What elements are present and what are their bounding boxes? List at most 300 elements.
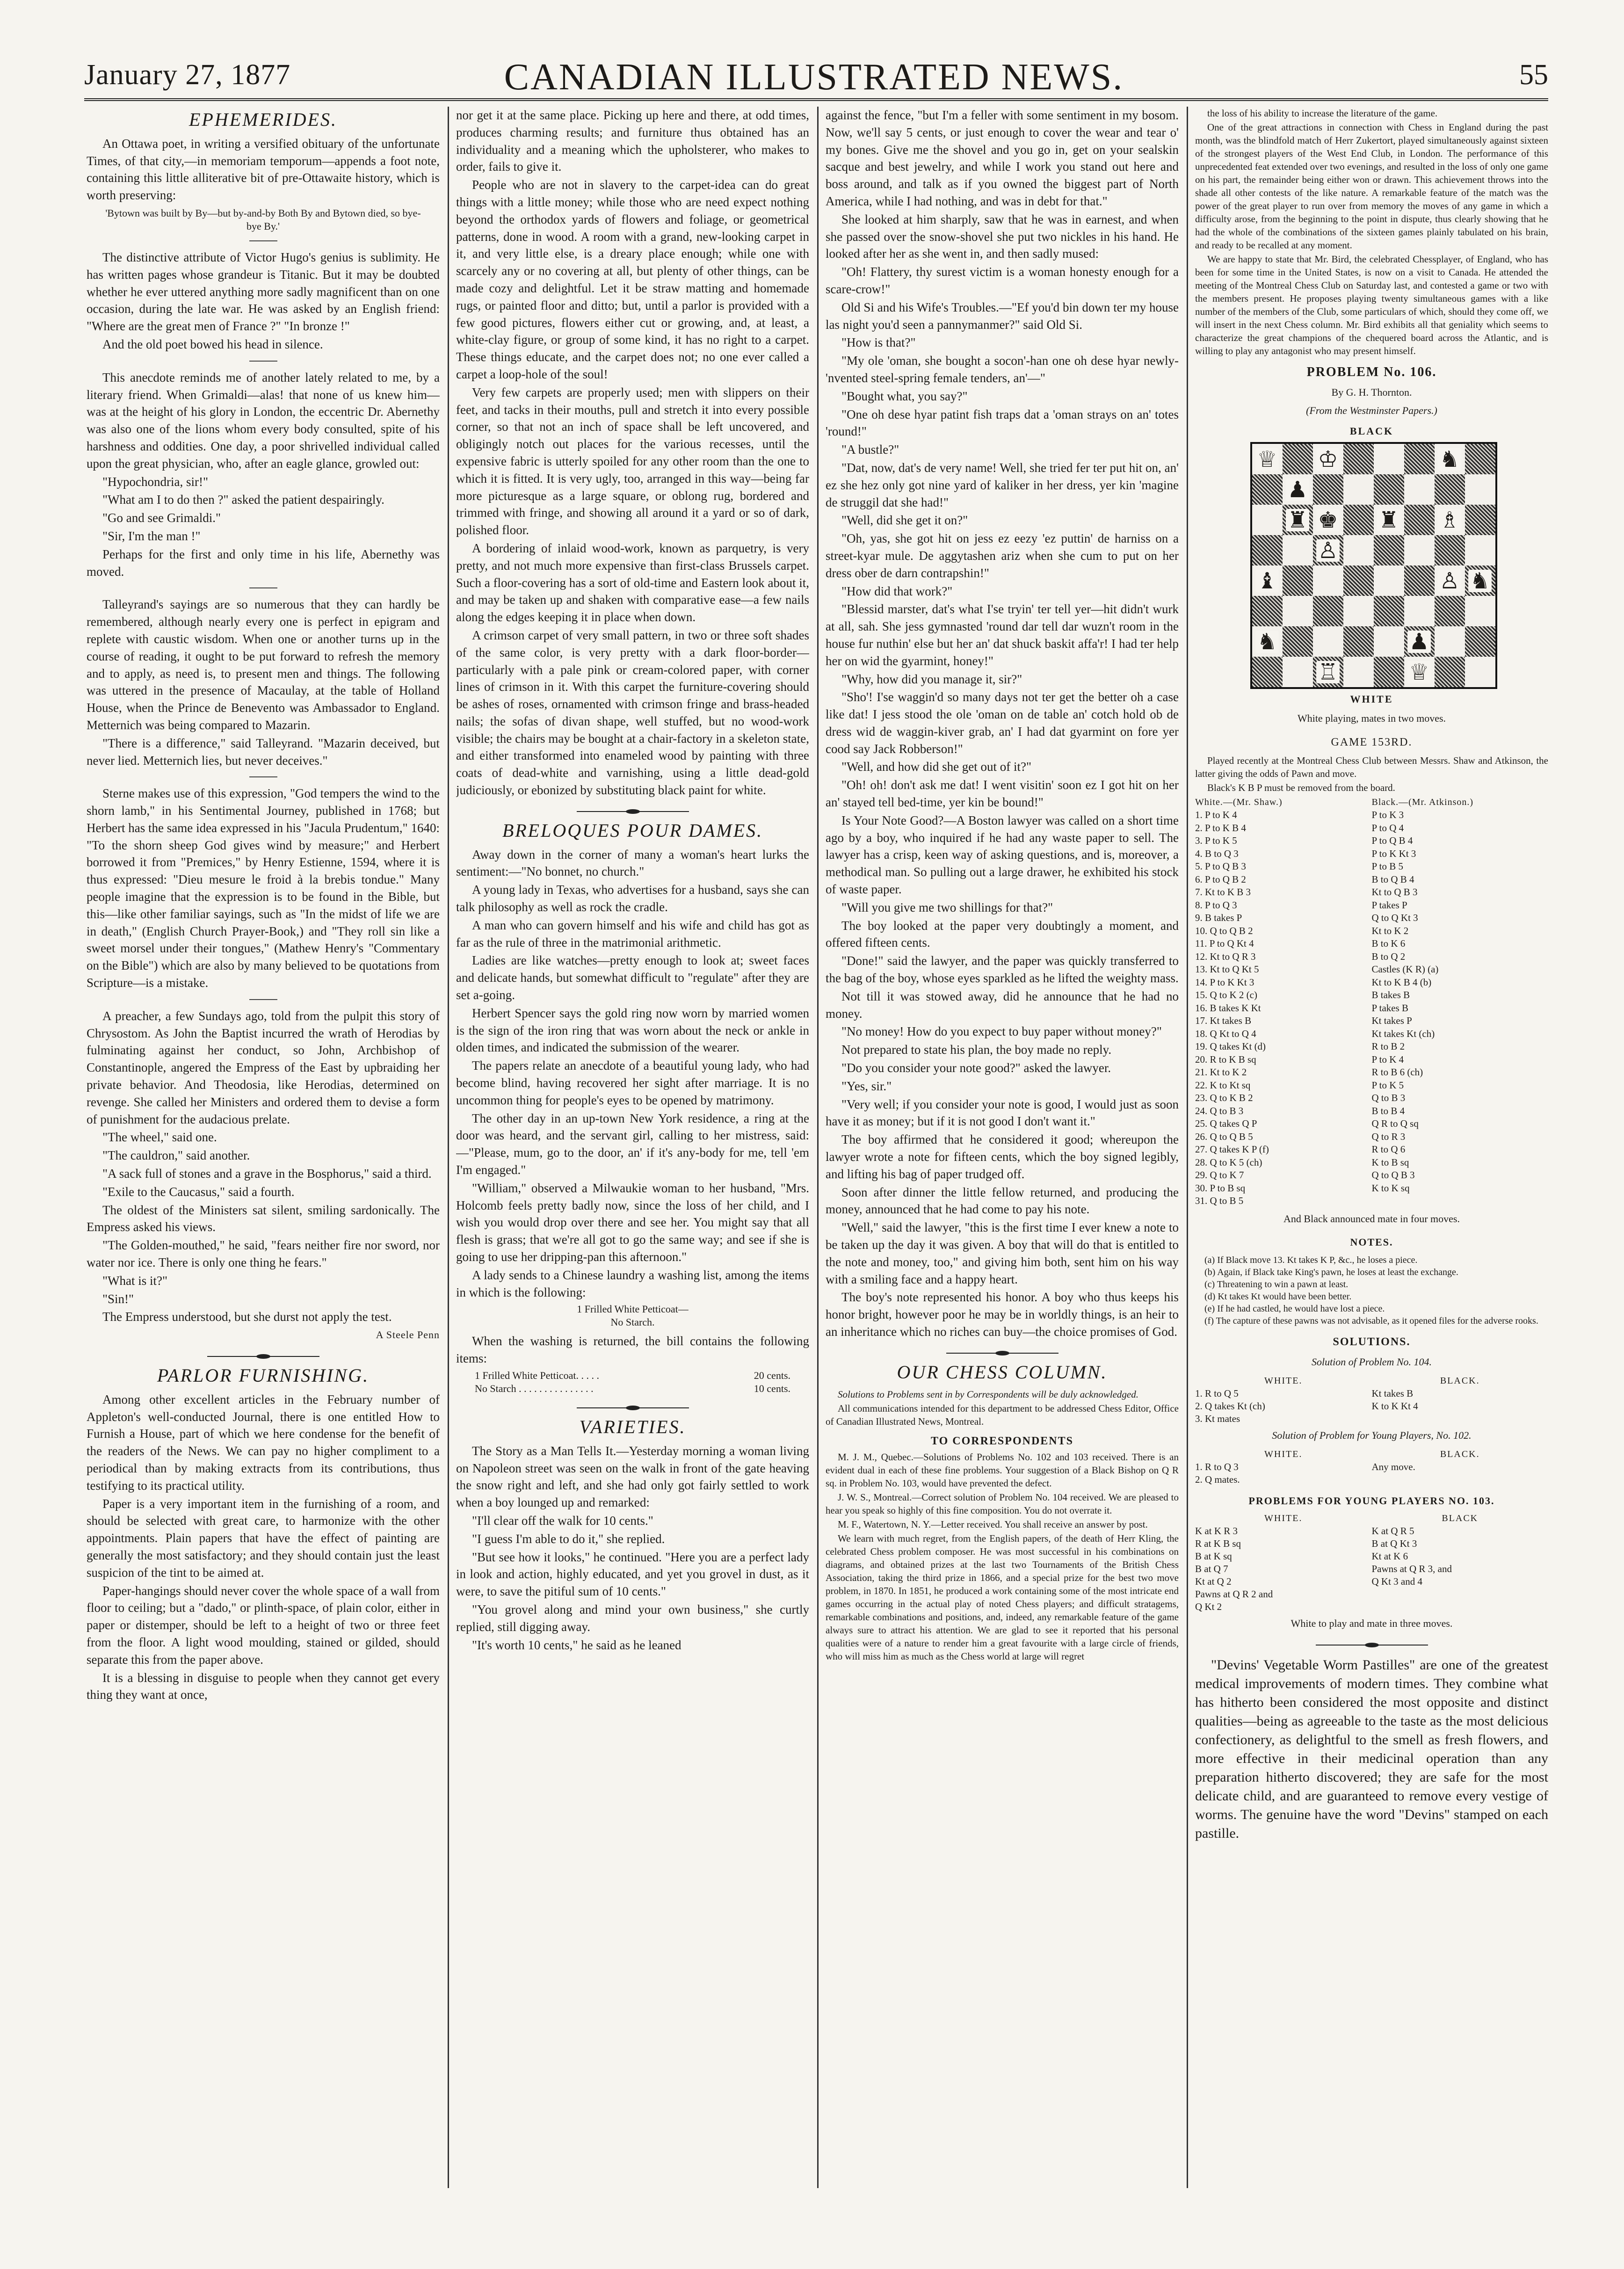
white-header: WHITE.: [1264, 1449, 1303, 1459]
board-square: [1404, 474, 1435, 505]
white-header: WHITE.: [1264, 1513, 1303, 1524]
paragraph: the loss of his ability to increase the literature of the game.: [1207, 108, 1438, 119]
paragraph: "You grovel along and mind your own business," she curtly replied, still digging away.: [456, 1602, 809, 1634]
move-black: Kt takes P: [1371, 1015, 1412, 1027]
move-black: P to Q B 4: [1371, 835, 1413, 847]
paragraph: People who are not in slavery to the carpet-idea can do great things with a little money; while those who are need expect nothing beyond the orthodox yards of flowers and foliage, or geometrical patterns, done in wood. A room with a grand, new-looking carpet in it, and very little else, is a dreary place enough; while one with scarcely any or no covering at all, but plenty of other things, can be made cozy and delightful. Let it be straw matting and homemade rugs, or painted floor and ditto; but, until a parlor is provided with a few good pictures, flowers either cut or growing, and, at least, a white-clay figure, or group of some kind, it has no right to a carpet. These things educate, and the carpet does not; no one ever called a carpet a loop-hole of the soul!: [456, 178, 809, 381]
move-black: P to K Kt 3: [1371, 848, 1416, 859]
paragraph: "Oh! oh! don't ask me dat! I went visitin' soon ez I got hit on her an' stayed tell bed-time, yer kin be bound!": [826, 778, 1179, 810]
move-white: 12. Kt to Q R 3: [1195, 950, 1256, 962]
paragraph: "Will you give me two shillings for that?": [841, 900, 1053, 914]
paragraph: "Why, how did you manage it, sir?": [841, 672, 1022, 686]
paragraph: "Blessid marster, dat's what I'se tryin' ter tell yer—hit didn't wurk at all, sah. She jess gymnasted 'round dar tell dar wuzn't room in the house fur nuthin' else but her an' dat shuck baskit affa'r! I had ter help her on wid the gyarmint, honey!": [826, 602, 1179, 668]
masthead: [80, 54, 1548, 96]
solution-102: [1195, 1448, 1548, 1486]
board-square: [1435, 626, 1465, 657]
move-black: Kt to K B 4 (b): [1371, 976, 1432, 988]
board-square: [1465, 626, 1495, 657]
solution-move-black: Kt takes B: [1371, 1387, 1414, 1399]
solutions-title: SOLUTIONS.: [1333, 1336, 1411, 1348]
move-white: 16. B takes K Kt: [1195, 1002, 1261, 1014]
paragraph: Sterne makes use of this expression, "God tempers the wind to the shorn lamb," in his Sentimental Journey, published in 1768; but Herbert has the same idea expressed in his "Jacula Prudentum," 1640: "To the shorn sheep God gives wind by measure;" and Herbert borrowed it from "Premices," by Henry Estienne, 1594, where it is thus expressed: "Dieu mesure le froid à la brebis tondue." Many people imagine that the expression is to be found in the Bible, but this—like other familiar sayings, such as "In the midst of life we are in death," (English Church Prayer-Book,) and "They roll sin like a sweet morsel under their tongues," (Mathew Henry's "Commentary on the Bible") which are also by many believed to be quotations from Scripture—is a mistake.: [87, 786, 440, 990]
move-white: 1. P to K 4: [1195, 809, 1237, 821]
move-black: Q to B 3: [1371, 1092, 1406, 1104]
game-intro-block: [1195, 754, 1548, 794]
divider: [249, 999, 277, 1000]
bill-amount: 10 cents.: [754, 1382, 790, 1394]
board-square: [1252, 474, 1283, 505]
board-square: [1252, 535, 1283, 565]
move-black: P takes B: [1371, 1002, 1409, 1014]
game-title: GAME 153RD.: [1331, 736, 1413, 748]
board-square: [1313, 444, 1343, 474]
move-black: Q R to Q sq: [1371, 1118, 1419, 1130]
paragraph: "Hypochondria, sir!": [102, 474, 208, 489]
move-white: 15. Q to K 2 (c): [1195, 989, 1257, 1001]
move-white: 27. Q takes K P (f): [1195, 1144, 1269, 1155]
chess-piece-icon: ♟: [1407, 631, 1430, 653]
move-black: R to B 2: [1371, 1041, 1405, 1052]
board-square: [1435, 444, 1465, 474]
note: (f) The capture of these pawns was not advisable, as it opened files for the adverse rooks.: [1204, 1316, 1538, 1327]
paragraph: "A sack full of stones and a grave in the Bosphorus," said a third.: [102, 1167, 432, 1181]
laundry-bill: [475, 1369, 790, 1395]
position-black: K at Q R 5: [1371, 1525, 1414, 1537]
board-square: [1374, 657, 1404, 687]
advertisement: [1195, 1656, 1548, 1843]
divider: [249, 776, 277, 777]
bill-amount: 20 cents.: [754, 1369, 790, 1381]
chess-piece-icon: ♞: [1255, 631, 1278, 653]
black-header: BLACK.: [1440, 1449, 1480, 1459]
section-title-chess: OUR CHESS COLUMN.: [897, 1361, 1108, 1383]
paragraph: A young lady in Texas, who advertises for a husband, says she can talk philosophy as well as rock the cradle.: [456, 883, 809, 914]
board-square: [1465, 657, 1495, 687]
move-white: 29. Q to K 7: [1195, 1169, 1244, 1181]
bill-row: [475, 1369, 790, 1382]
move-black: P to K 3: [1371, 809, 1404, 821]
paragraph: "My ole 'oman, she bought a socon'-han one oh dese hyar newly-'nvented steel-spring female tenders, an'—": [826, 354, 1179, 385]
paragraph: The Empress understood, but she durst not apply the test.: [102, 1310, 392, 1324]
problem-title: PROBLEM No. 106.: [1306, 365, 1437, 379]
quotation: 'Bytown was built by By—but by-and-by Both By and Bytown died, so bye-bye By.': [105, 207, 421, 232]
washing-list: [475, 1303, 790, 1329]
move-white: 8. P to Q 3: [1195, 899, 1237, 911]
board-square: [1283, 474, 1313, 505]
byline: A Steele Penn: [376, 1329, 440, 1341]
board-square: [1283, 535, 1313, 565]
chess-piece-icon: ♚: [1316, 509, 1339, 531]
notes-title: NOTES.: [1350, 1236, 1393, 1248]
move-white: 10. Q to Q B 2: [1195, 925, 1253, 936]
move-black: Q to R 3: [1371, 1131, 1406, 1142]
paragraph: The boy affirmed that he considered it good; whereupon the lawyer wrote a note for fifteen cents, which the boy signed legibly, and lifting his bag of paper trudged off.: [826, 1132, 1179, 1181]
correspondents-title: TO CORRESPONDENTS: [931, 1435, 1073, 1447]
board-square: [1465, 565, 1495, 596]
move-white: 4. B to Q 3: [1195, 848, 1239, 859]
paragraph: A man who can govern himself and his wife and child has got as far as the rule of three in the matrimonial arithmetic.: [456, 918, 809, 950]
paragraph: Is Your Note Good?—A Boston lawyer was called on a short time ago by a boy, who inquired if he had any waste paper to sell. The lawyer has a crisp, keen way of asking questions, and is, moreover, a methodical man. So pulling out a large drawer, he exhibited his stock of waste paper.: [826, 813, 1179, 897]
solution-104-title: Solution of Problem No. 104.: [1311, 1356, 1432, 1368]
move-black: Kt takes Kt (ch): [1371, 1028, 1435, 1039]
paragraph: Paper-hangings should never cover the whole space of a wall from floor to ceiling; but a "dado," or plinth-space, of plain color, either in paper or distemper, should be left to a height of two or three feet from the floor. A light wood moulding, stained or gilded, should separate this from the paper above.: [87, 1583, 440, 1667]
board-square: [1374, 565, 1404, 596]
issue-date: January 27, 1877: [84, 59, 291, 91]
paragraph: Black's K B P must be removed from the board.: [1207, 782, 1395, 793]
paragraph: "How is that?": [841, 335, 916, 350]
move-white: 22. K to Kt sq: [1195, 1079, 1251, 1091]
black-header: BLACK.: [1440, 1375, 1480, 1386]
move-white: 30. P to B sq: [1195, 1182, 1246, 1194]
board-square: [1435, 657, 1465, 687]
paragraph: "Well, and how did she get out of it?": [841, 760, 1032, 774]
column-divider: [817, 107, 819, 2188]
board-square: [1252, 565, 1283, 596]
move-black: R to Q 6: [1371, 1144, 1406, 1155]
board-square: [1343, 626, 1374, 657]
young-players-problem: [1195, 1512, 1548, 1613]
paragraph: An Ottawa poet, in writing a versified obituary of the unfortunate Times, of that city,—in memoriam temporum—appends a foot note, containing this little alliterative bit of pre-Ottawaite history, which is worth preserving:: [87, 136, 440, 203]
paragraph: "The Golden-mouthed," he said, "fears neither fire nor sword, nor water nor ice. There is only one thing he fears.": [87, 1238, 440, 1270]
ornament-divider: [577, 1406, 689, 1410]
paragraph: "But see how it looks," he continued. "Here you are a perfect lady in look and action, highly educated, and yet you grovel in dust, as it were, to save the pitiful sum of 10 cents.": [456, 1550, 809, 1599]
paragraph: M. J. M., Quebec.—Solutions of Problems No. 102 and 103 received. There is an evident dual in each of these fine problems. Your suggestion of a Black Bishop on Q R sq. in Problem No. 103, would have prevented the defect.: [826, 1451, 1179, 1489]
move-black: P takes P: [1371, 899, 1407, 911]
move-white: 21. Kt to K 2: [1195, 1066, 1247, 1078]
paragraph: The papers relate an anecdote of a beautiful young lady, who had become blind, having recovered her sight after marriage. It is no uncommon thing for people's eyes to be opened by matrimony.: [456, 1058, 809, 1107]
move-white: 26. Q to Q B 5: [1195, 1131, 1253, 1142]
chess-board: [1250, 442, 1497, 689]
chess-diagram: [1250, 423, 1494, 708]
solution-move-white: 2. Q takes Kt (ch): [1195, 1400, 1265, 1412]
problem-caption: White playing, mates in two moves.: [1297, 712, 1446, 724]
paragraph: The distinctive attribute of Victor Hugo's genius is sublimity. He has written pages whose grandeur is Titanic. But it may be doubted whether he ever uttered anything more sadly magnificent than on one occasion, during the late war. He was asked by an English friend: "Where are the great men of France ?" "In bronze !": [87, 250, 440, 333]
move-black: B to B 4: [1371, 1105, 1405, 1116]
board-square: [1404, 444, 1435, 474]
paragraph: "A bustle?": [841, 442, 899, 457]
board-square: [1283, 596, 1313, 626]
chess-piece-icon: ♕: [1255, 448, 1278, 471]
paragraph: A bordering of inlaid wood-work, known as parquetry, is very pretty, and not much more expensive than first-class Brussels carpet. Such a floor-covering has a sort of old-time and Eastern look about it, and may be taken up and shaken with comparative ease—a few nails along the edges keeping it in place when down.: [456, 541, 809, 624]
board-square: [1313, 596, 1343, 626]
chess-column-notices: [826, 1388, 1179, 1663]
board-square: [1343, 444, 1374, 474]
paragraph: The other day in an up-town New York residence, a ring at the door was heard, and the servant girl, calling to her mistress, said:—"Please, mum, go to the door, an' if it's any-body for me, tell 'em I'm engaged.": [456, 1111, 809, 1177]
board-square: [1435, 505, 1465, 535]
solution-move-black: [1372, 1473, 1549, 1486]
board-square: [1435, 565, 1465, 596]
solution-102-title: Solution of Problem for Young Players, No. 102.: [1272, 1429, 1472, 1441]
move-black: Kt to K 2: [1371, 925, 1409, 936]
paragraph: "William," observed a Milwaukie woman to her husband, "Mrs. Holcomb feels pretty badly now, since the loss of her child, and I wish you would drop over there and see her. You might say that all flesh is grass; that we're all got to go the same way; and see if she is going to use her dripping-pan this afternoon.": [456, 1181, 809, 1264]
newspaper-title: CANADIAN ILLUSTRATED NEWS.: [504, 57, 1124, 98]
paragraph: "Done!" said the lawyer, and the paper was quickly transferred to the bag of the boy, whose eyes sparkled as he lifted the weighty mass.: [826, 954, 1179, 986]
board-square: [1404, 596, 1435, 626]
move-white: 28. Q to K 5 (ch): [1195, 1156, 1262, 1168]
board-square: [1283, 626, 1313, 657]
board-square: [1374, 505, 1404, 535]
black-header: BLACK: [1442, 1513, 1479, 1524]
solution-move-black: [1372, 1413, 1549, 1425]
move-white: 6. P to Q B 2: [1195, 873, 1246, 885]
move-black: P to K 5: [1371, 1079, 1404, 1091]
board-square: [1374, 474, 1404, 505]
chess-piece-icon: ♕: [1407, 661, 1430, 683]
note: (e) If he had castled, he would have lost a piece.: [1204, 1304, 1385, 1314]
board-square: [1435, 596, 1465, 626]
column-divider: [1187, 107, 1188, 2188]
position-black: [1372, 1588, 1549, 1601]
problem-source: (From the Westminster Papers.): [1306, 404, 1437, 416]
ornament-divider: [1316, 1643, 1428, 1647]
move-black: B to Q 2: [1371, 950, 1406, 962]
paragraph: Not till it was stowed away, did he announce that he had no money.: [826, 989, 1179, 1021]
young-players-title: PROBLEMS FOR YOUNG PLAYERS NO. 103.: [1248, 1494, 1495, 1507]
paragraph: nor get it at the same place. Picking up here and there, at odd times, produces charming results; and furniture thus obtained has an individuality and a meaning which the upholsterer, who makes to order, fails to give it.: [456, 108, 809, 174]
board-square: [1313, 474, 1343, 505]
paragraph: "Yes, sir.": [841, 1079, 892, 1093]
chess-news: [1195, 107, 1548, 357]
game-moves: [1195, 796, 1548, 1208]
board-square: [1313, 535, 1343, 565]
white-header: White.—(Mr. Shaw.): [1195, 797, 1283, 807]
move-white: 31. Q to B 5: [1195, 1195, 1244, 1207]
board-square: [1374, 444, 1404, 474]
chess-piece-icon: ♞: [1468, 570, 1491, 592]
paragraph: "Well, did she get it on?": [841, 513, 968, 528]
board-square: [1313, 505, 1343, 535]
paragraph: "What am I to do then ?" asked the patient despairingly.: [102, 493, 384, 507]
paragraph: Soon after dinner the little fellow returned, and producing the money, announced that he had come to pay his note.: [826, 1185, 1179, 1217]
board-square: [1404, 565, 1435, 596]
paragraph: "No money! How do you expect to buy paper without money?": [841, 1024, 1162, 1039]
paragraph: The oldest of the Ministers sat silent, smiling sardonically. The Empress asked his views.: [87, 1203, 440, 1234]
move-white: 20. R to K B sq: [1195, 1053, 1256, 1065]
paragraph: "It's worth 10 cents," he said as he leaned: [472, 1638, 682, 1652]
solution-move-white: 3. Kt mates: [1195, 1413, 1240, 1424]
note: (b) Again, if Black take King's pawn, he loses at least the exchange.: [1204, 1267, 1458, 1278]
board-square: [1343, 657, 1374, 687]
board-square: [1435, 535, 1465, 565]
board-square: [1283, 505, 1313, 535]
paragraph: Perhaps for the first and only time in his life, Abernethy was moved.: [87, 547, 440, 579]
paragraph: Herbert Spencer says the gold ring now worn by married women is the sign of the iron ring that was worn about the neck or ankle in olden times, and indicated the submission of the wearer.: [456, 1006, 809, 1055]
move-white: 2. P to K B 4: [1195, 822, 1246, 834]
section-title-ephemerides: EPHEMERIDES.: [188, 109, 337, 130]
move-black: K to K sq: [1371, 1182, 1410, 1194]
board-square: [1404, 657, 1435, 687]
paragraph: "Well," said the lawyer, "this is the first time I ever knew a note to be taken up the day it was given. A boy that will do that is entitled to the note and money, too," and giving him both, sent him on his way with a smiling face and a happy heart.: [826, 1220, 1179, 1286]
paragraph: We learn with much regret, from the English papers, of the death of Herr Kling, the celebrated Chess problem composer. He was most successful in his combinations on diagrams, and obtained prizes at the last two Tournaments of the British Chess Association, taking the third prize in 1866, and a special prize for the best two move problem, in 1870. In 1851, he produced a work containing some of the most intricate end games occurring in the actual play of noted Chess players; and difficult stratagems, remarkable combinations and positions, and, indeed, any remarkable feature of the game always sure to attract his attention. We are glad to see it reported that his personal qualities were of a nature to render him a great favourite with a large circle of friends, who will miss him as much as the Chess world at large will regret: [826, 1532, 1179, 1662]
move-white: 17. Kt takes B: [1195, 1015, 1252, 1027]
chess-piece-icon: ♖: [1316, 661, 1339, 683]
move-black: Q to Q Kt 3: [1371, 912, 1418, 924]
move-black: K to B sq: [1371, 1156, 1409, 1168]
position-black: B at Q Kt 3: [1371, 1538, 1417, 1550]
divider: [249, 240, 277, 241]
board-square: [1283, 444, 1313, 474]
chess-piece-icon: ♞: [1438, 448, 1461, 471]
board-square: [1404, 626, 1435, 657]
solution-move-black: Any move.: [1371, 1461, 1415, 1472]
bill-item: No Starch . . . . . . . . . . . . . . .: [475, 1382, 594, 1394]
chess-piece-icon: ♜: [1286, 509, 1309, 531]
move-black: B to Q B 4: [1371, 873, 1414, 885]
game-notes: [1195, 1254, 1548, 1327]
position-black: Pawns at Q R 3, and: [1371, 1563, 1452, 1575]
board-square: [1313, 657, 1343, 687]
paragraph: "Sho'! I'se waggin'd so many days not ter get the better oh a case like dat! I jess stood the ole 'oman on de table an' cotch hold ob de dress wid de waggin-kiver grab, an' I had dat gyarmint on fore yer cood say Jack Robberson!": [826, 690, 1179, 756]
chess-piece-icon: ♙: [1316, 539, 1339, 562]
solution-move-white: 2. Q mates.: [1195, 1473, 1240, 1485]
move-white: 5. P to Q B 3: [1195, 861, 1246, 872]
paragraph: "What is it?": [102, 1273, 168, 1288]
paragraph: J. W. S., Montreal.—Correct solution of Problem No. 104 received. We are pleased to hear you speak so highly of this fine composition. You do not overrate it.: [826, 1491, 1179, 1516]
ornament-divider: [946, 1351, 1058, 1356]
divider: [249, 361, 277, 362]
paragraph: "The wheel," said one.: [102, 1130, 217, 1145]
move-black: P to K 4: [1371, 1053, 1404, 1065]
black-header: Black.—(Mr. Atkinson.): [1371, 797, 1474, 807]
paragraph: Away down in the corner of many a woman's heart lurks the sentiment:—"No bonnet, no church.": [456, 847, 809, 879]
board-square: [1343, 474, 1374, 505]
note: (d) Kt takes Kt would have been better.: [1204, 1291, 1352, 1302]
paragraph: We are happy to state that Mr. Bird, the celebrated Chessplayer, of England, who has been for some time in the United States, is now on a visit to Canada. He attended the meeting of the Montreal Chess Club on Saturday last, and contested a game or two with the members present. He proposes playing twenty simultaneous games with a like number of the members of the Club, some particulars of which, should they come off, we will insert in the next Chess column. Mr. Bird exhibits all that geniality which seems to characterize the great champions of the chequered board across the Atlantic, and is willing to play any antagonist who may present himself.: [1195, 254, 1548, 356]
page-number: 55: [1519, 59, 1548, 91]
column-2: [456, 107, 809, 2188]
move-black: B takes B: [1371, 989, 1410, 1001]
move-white: 18. Q Kt to Q 4: [1195, 1028, 1256, 1039]
position-white: Kt at Q 2: [1195, 1576, 1232, 1588]
move-black: B to K 6: [1371, 938, 1406, 950]
paragraph: "Exile to the Caucasus," said a fourth.: [102, 1184, 295, 1199]
board-square: [1404, 505, 1435, 535]
board-square: [1252, 444, 1283, 474]
paragraph: against the fence, "but I'm a feller with some sentiment in my bosom. Now, we'll say 5 cents, or just enough to cover the wear and tear o' my bones. Give me the shovel and you go in, get on your sealskin sacque and best jewelry, and while I work you stand out here and boss around, and talk as if you owned the biggest part of North America, while I had nothing, and was in debt for that.": [826, 108, 1179, 208]
board-square: [1404, 535, 1435, 565]
column-1: [87, 107, 440, 2188]
divider: [249, 587, 277, 588]
paragraph: "Sir, I'm the man !": [102, 529, 201, 543]
solution-move-white: 1. R to Q 3: [1195, 1461, 1239, 1472]
move-black: Kt to Q B 3: [1371, 886, 1418, 898]
paragraph: When the washing is returned, the bill contains the following items:: [456, 1334, 809, 1366]
paragraph: The Story as a Man Tells It.—Yesterday morning a woman living on Napoleon street was seen on the walk in front of the gate heaving the snow right and left, and she had only got fairly settled to work when a boy lounged up and remarked:: [456, 1443, 809, 1510]
young-caption: White to play and mate in three moves.: [1290, 1617, 1453, 1630]
paragraph: Very few carpets are properly used; men with slippers on their feet, and tacks in their mouths, pull and stretch it into every possible corner, so that not an inch of space shall be left uncovered, and obligingly notch out places for the various recesses, until the expensive fabric is utterly spoiled for any other room than the one to which it is fitted. It is very ugly, too, arranged in this way—being far more picturesque as a large square, or oblong rug, bordered and trimmed with fringe, and showing all around it a yard or so of dark, polished floor.: [456, 385, 809, 537]
paragraph: Talleyrand's sayings are so numerous that they can hardly be remembered, although nearly every one is perfect in epigram and replete with caustic wisdom. When one or another turns up in the course of reading, it ought to be put forward to refresh the memory and to apply, as need is, to present men and things. The following was uttered in the presence of Macaulay, at the table of Holland House, when the Prince de Benevento was Ambassador to England. Metternich was being compared to Mazarin.: [87, 597, 440, 732]
paragraph: "There is a difference," said Talleyrand. "Mazarin deceived, but never lied. Metternich lies, but never deceives.": [87, 736, 440, 768]
paragraph: "Very well; if you consider your note is good, I would just as soon have it as money; but if it is not good I don't want it.": [826, 1097, 1179, 1129]
paragraph: The boy looked at the paper very doubtingly a moment, and offered fifteen cents.: [826, 918, 1179, 950]
move-white: 3. P to K 5: [1195, 835, 1237, 847]
board-square: [1283, 657, 1313, 687]
move-black: R to B 6 (ch): [1371, 1066, 1423, 1078]
paragraph: "The cauldron," said another.: [102, 1148, 250, 1163]
paragraph: "One oh dese hyar patint fish traps dat a 'oman strays on an' totes 'round!": [826, 407, 1179, 439]
paragraph: "Sin!": [102, 1291, 134, 1306]
board-square: [1313, 626, 1343, 657]
board-square: [1374, 535, 1404, 565]
solution-move-white: 1. R to Q 5: [1195, 1387, 1239, 1399]
section-title-parlor: PARLOR FURNISHING.: [157, 1365, 370, 1386]
move-white: 7. Kt to K B 3: [1195, 886, 1251, 898]
paragraph: She looked at him sharply, saw that he was in earnest, and when she passed over the snow-shovel she put two nickles in his hand. He looked after her as she went in, and then sadly mused:: [826, 212, 1179, 261]
board-square: [1252, 505, 1283, 535]
solution-move-black: K to K Kt 4: [1371, 1400, 1418, 1412]
list-line: No Starch.: [610, 1316, 655, 1328]
chess-piece-icon: ♙: [1438, 570, 1461, 592]
bill-row: [475, 1382, 790, 1395]
move-black: Castles (K R) (a): [1371, 964, 1439, 975]
board-square: [1252, 596, 1283, 626]
position-white: R at K B sq: [1195, 1538, 1241, 1550]
board-square: [1313, 565, 1343, 596]
paragraph: "Oh, yas, she got hit on jess ez eezy 'ez puttin' de harniss on a street-kyar mule. De aggytashen ariz when she cum to put on her dress ober de darn contrapshin!": [826, 531, 1179, 580]
paragraph: Solutions to Problems sent in by Correspondents will be duly acknowledged.: [838, 1388, 1138, 1400]
position-white: K at K R 3: [1195, 1525, 1238, 1537]
paragraph: Paper is a very important item in the furnishing of a room, and should be selected with great care, to harmonize with the other appointments. Plain papers that have the effect of painting are generally the most satisfactory; and they should contain just the least suspicion of the tint to be aimed at.: [87, 1496, 440, 1580]
move-white: 13. Kt to Q Kt 5: [1195, 964, 1259, 975]
board-square: [1343, 505, 1374, 535]
board-square: [1465, 505, 1495, 535]
position-white: Pawns at Q R 2 and: [1195, 1588, 1273, 1600]
chess-piece-icon: ♟: [1286, 478, 1309, 501]
move-white: 19. Q takes Kt (d): [1195, 1041, 1266, 1052]
paragraph: "How did that work?": [841, 584, 953, 598]
board-square: [1374, 626, 1404, 657]
position-white: B at Q 7: [1195, 1563, 1228, 1575]
board-square: [1465, 535, 1495, 565]
board-square: [1374, 596, 1404, 626]
move-black: P to Q 4: [1371, 822, 1404, 834]
solution-104: [1195, 1375, 1548, 1425]
note: (a) If Black move 13. Kt takes K P, &c., he loses a piece.: [1204, 1255, 1418, 1266]
paragraph: "Oh! Flattery, thy surest victim is a woman honesty enough for a scare-crow!": [826, 265, 1179, 296]
column-3: [826, 107, 1179, 2188]
paragraph: "I guess I'm able to do it," she replied.: [472, 1531, 665, 1546]
move-white: 11. P to Q Kt 4: [1195, 938, 1254, 950]
move-black: Q to Q B 3: [1371, 1169, 1415, 1181]
paragraph: The boy's note represented his honor. A boy who thus keeps his honor bright, however poor he may be in worldly things, is an heir to an inheritance which no riches can buy—the choice promises of God.: [826, 1290, 1179, 1339]
move-white: 24. Q to B 3: [1195, 1105, 1244, 1116]
paragraph: Played recently at the Montreal Chess Club between Messrs. Shaw and Atkinson, the latter giving the odds of Pawn and move.: [1195, 754, 1548, 779]
position-black: Q Kt 3 and 4: [1371, 1576, 1422, 1588]
position-white: Q Kt 2: [1195, 1601, 1222, 1613]
paragraph: "I'll clear off the walk for 10 cents.": [472, 1513, 653, 1528]
paragraph: Ladies are like watches—pretty enough to look at; sweet faces and delicate hands, but somewhat difficult to "regulate" after they are set a-going.: [456, 953, 809, 1002]
position-black: [1372, 1601, 1549, 1613]
board-square: [1343, 565, 1374, 596]
paragraph: Not prepared to state his plan, the boy made no reply.: [841, 1043, 1112, 1057]
board-square: [1343, 596, 1374, 626]
move-white: 9. B takes P: [1195, 912, 1242, 924]
list-line: 1 Frilled White Petticoat—: [577, 1303, 689, 1315]
advert-text: "Devins' Vegetable Worm Pastilles" are one of the greatest medical improvements of modern times. They combine what has hitherto been considered the most opposite and distinct qualities—being as agreeable to the taste as the most delicious confectionery, as delightful to the smell as fresh flowers, and more effective in their medicinal operation than any preparation hitherto discovered; they are safe for the most delicate child, and are guaranteed to remove every vestige of worms. The genuine have the word "Devins" stamped on each pastille.: [1195, 1657, 1548, 1841]
white-header: WHITE.: [1264, 1375, 1303, 1386]
position-white: B at K sq: [1195, 1551, 1232, 1562]
paragraph: A crimson carpet of very small pattern, in two or three soft shades of the same color, is very pretty with a dark floor-border—particularly with a pale pink or cream-colored paper, with corner lines of crimson in it. With this carpet the furniture-covering should be ashes of roses, ornamented with crimson fringe and brass-headed nails; the sofas of divan shape, well stuffed, but no wood-work visible; the chairs may be bought at a chair-factory in a skeleton state, and either transformed into enameled wood by painting with three coats of dead-white and varnishing, using a little dead-gold judiciously, or ebonized by substituting black paint for white.: [456, 628, 809, 797]
chess-piece-icon: ♗: [1438, 509, 1461, 531]
paragraph: Old Si and his Wife's Troubles.—"Ef you'd bin down ter my house las night you'd seen a pannymanmer?" said Old Si.: [826, 300, 1179, 332]
paragraph: All communications intended for this department to be addressed Chess Editor, Office of Canadian Illustrated News, Montreal.: [826, 1402, 1179, 1427]
board-square: [1435, 474, 1465, 505]
paragraph: "Do you consider your note good?" asked the lawyer.: [841, 1061, 1111, 1075]
bill-item: 1 Frilled White Petticoat. . . . .: [475, 1369, 599, 1381]
section-title-breloques: BRELOQUES POUR DAMES.: [502, 819, 763, 841]
board-square: [1465, 444, 1495, 474]
move-white: 25. Q takes Q P: [1195, 1118, 1257, 1130]
